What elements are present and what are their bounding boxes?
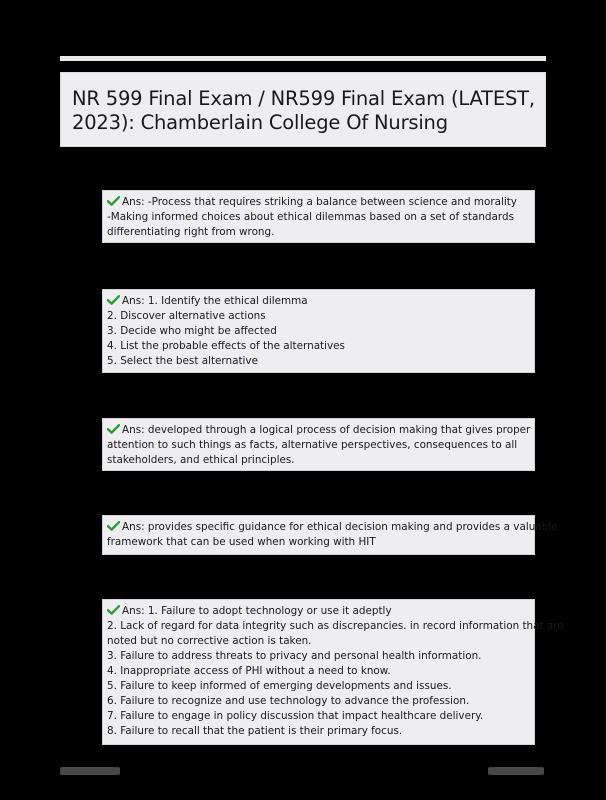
answer-line: 4. Inappropriate access of PHI without a need to know. bbox=[107, 665, 391, 677]
answer-box-1 bbox=[102, 190, 535, 243]
top-divider bbox=[60, 56, 546, 61]
answer-text: Ans: provides specific guidance for ethical decision making and provides a valuable bbox=[122, 521, 558, 533]
answer-line bbox=[107, 520, 558, 535]
answer-text: Ans: 1. Identify the ethical dilemma bbox=[122, 295, 308, 307]
answer-box-2 bbox=[102, 289, 535, 373]
answer-line: 8. Failure to recall that the patient is their primary focus. bbox=[107, 725, 403, 737]
answer-text: Ans: -Process that requires striking a balance between science and morality bbox=[122, 196, 517, 208]
answer-line: 6. Failure to recognize and use technology to advance the profession. bbox=[107, 695, 470, 707]
answer-box-4 bbox=[102, 515, 558, 555]
answer-line: 5. Select the best alternative bbox=[107, 355, 258, 367]
check-icon bbox=[107, 295, 120, 305]
answer-line bbox=[107, 195, 530, 210]
answer-line: 3. Decide who might be affected bbox=[107, 325, 277, 337]
answer-line: 2. Lack of regard for data integrity such as discrepancies. in record information that are bbox=[107, 620, 564, 632]
answer-line: 7. Failure to engage in policy discussion that impact healthcare delivery. bbox=[107, 710, 484, 722]
answer-text: Ans: developed through a logical process of decision making that gives proper bbox=[122, 424, 531, 436]
answer-line: 5. Failure to keep informed of emerging developments and issues. bbox=[107, 680, 452, 692]
footer-page-number-mark bbox=[488, 767, 544, 775]
answer-line: 4. List the probable effects of the alternatives bbox=[107, 340, 345, 352]
answer-box-3 bbox=[102, 418, 535, 471]
answer-line: framework that can be used when working with HIT bbox=[107, 536, 376, 548]
check-icon bbox=[107, 424, 120, 434]
answer-line bbox=[107, 423, 530, 438]
answer-line: noted but no corrective action is taken. bbox=[107, 635, 312, 647]
answer-text: Ans: 1. Failure to adopt technology or use it adeptly bbox=[122, 605, 392, 617]
answer-line: -Making informed choices about ethical dilemmas based on a set of standards bbox=[107, 211, 514, 223]
answer-line: attention to such things as facts, alternative perspectives, consequences to all bbox=[107, 439, 518, 451]
page-title bbox=[72, 87, 535, 135]
page-title-line: NR 599 Final Exam / NR599 Final Exam (LATEST, bbox=[72, 87, 535, 110]
answer-box-5 bbox=[102, 599, 564, 745]
answer-line: 3. Failure to address threats to privacy and personal health information. bbox=[107, 650, 482, 662]
answer-line: 2. Discover alternative actions bbox=[107, 310, 266, 322]
title-box bbox=[60, 72, 546, 147]
answer-line bbox=[107, 294, 530, 309]
answer-line: stakeholders, and ethical principles. bbox=[107, 454, 295, 466]
page-title-line: 2023): Chamberlain College Of Nursing bbox=[72, 111, 448, 134]
answer-line bbox=[107, 604, 530, 619]
footer-site-mark bbox=[60, 767, 120, 775]
answer-line: differentiating right from wrong. bbox=[107, 226, 275, 238]
check-icon bbox=[107, 605, 120, 615]
check-icon bbox=[107, 196, 120, 206]
check-icon bbox=[107, 521, 120, 531]
